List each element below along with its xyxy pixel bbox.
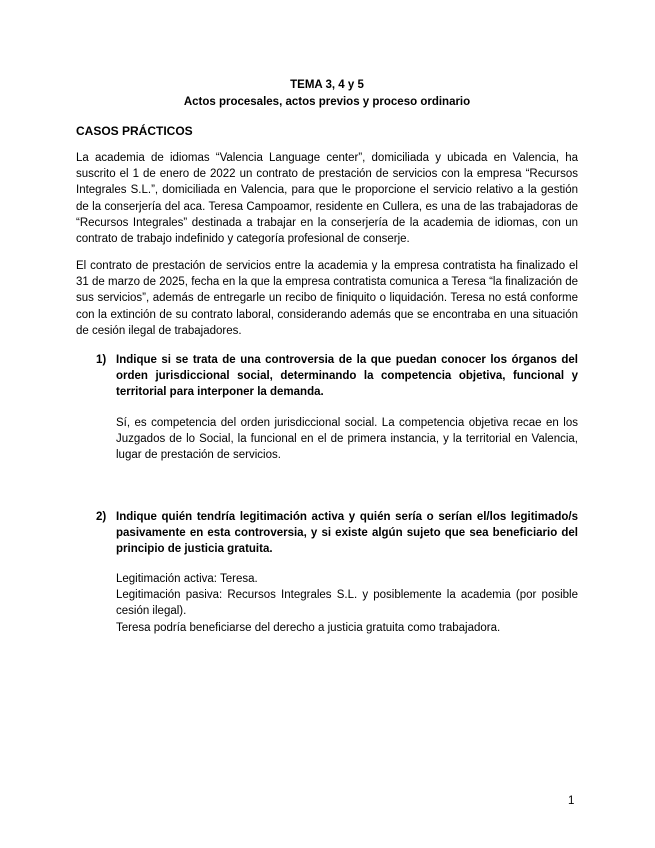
- answer-1: [116, 415, 578, 464]
- answer-2: [116, 571, 578, 636]
- document-subtitle: Actos procesales, actos previos y proceso ordinario: [183, 96, 471, 108]
- answer-line: Teresa podría beneficiarse del derecho a justicia gratuita como trabajadora.: [116, 621, 501, 634]
- question-number: 1): [96, 354, 107, 366]
- page-number: 1: [568, 795, 575, 807]
- answer-line: Legitimación pasiva: Recursos Integrales S.L. y posiblemente la academia (por posible cesión ilegal).: [116, 589, 578, 618]
- section-heading: CASOS PRÁCTICOS: [76, 124, 193, 138]
- question-2: [96, 509, 578, 558]
- document-title: TEMA 3, 4 y 5: [290, 79, 364, 91]
- question-number: 2): [96, 511, 107, 523]
- question-text: Indique si se trata de una controversia de la que puedan conocer los órganos del orden jurisdiccional social, determinando la competencia objetiva, funcional y territorial para interponer la demanda.: [116, 354, 578, 399]
- case-paragraph-1: La academia de idiomas “Valencia Language center”, domiciliada y ubicada en Valencia, ha suscrito el 1 de enero de 2022 un contrato de prestación de servicios con la empresa “Recursos Integrales S.L.”, domiciliada en Valencia, para que le proporcione el servicio relativo a la gestión de la conserjería del aca. Teresa Campoamor, residente en Cullera, es una de las trabajadoras de “Recursos Integrales” destinada a trabajar en la conserjería de la academia de idiomas, con un contrato de trabajo indefinido y categoría profesional de conserje.: [76, 152, 578, 246]
- question-1: [96, 352, 578, 401]
- answer-line: Sí, es competencia del orden jurisdiccional social. La competencia objetiva recae en los Juzgados de lo Social, la funcional en el de primera instancia, y la territorial en Valencia, lugar de prestación de servicios.: [116, 417, 578, 462]
- case-paragraph-2: El contrato de prestación de servicios entre la academia y la empresa contratista ha finalizado el 31 de marzo de 2025, fecha en la que la empresa contratista comunica a Teresa “la finalización de sus servicios”, además de entregarle un recibo de finiquito o liquidación. Teresa no está conforme con la extinción de su contrato laboral, considerando además que se encontraba en una situación de cesión ilegal de trabajadores.: [76, 260, 578, 337]
- question-text: Indique quién tendría legitimación activa y quién sería o serían el/los legitimado/s pasivamente en esta controversia, y si existe algún sujeto que sea beneficiario del principio de justicia gratuita.: [116, 511, 578, 556]
- answer-line: Legitimación activa: Teresa.: [116, 573, 258, 585]
